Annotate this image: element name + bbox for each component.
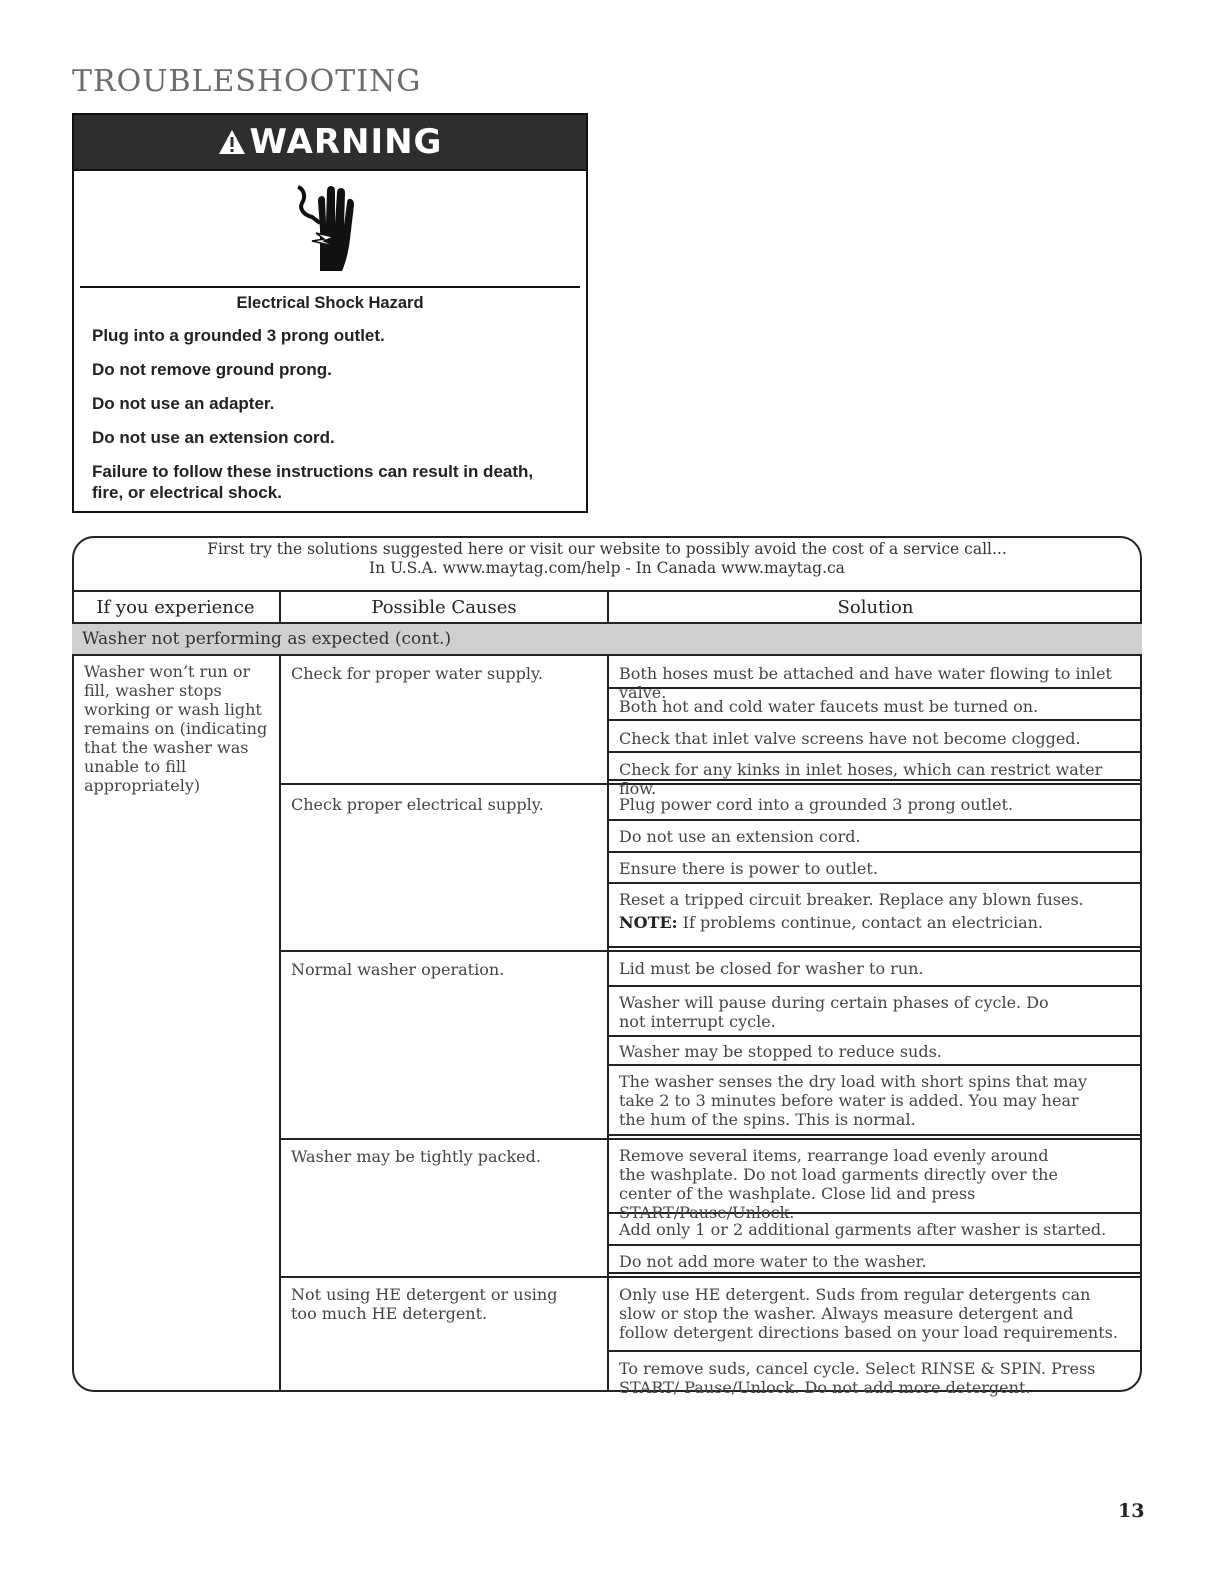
group-rule <box>279 1138 1142 1140</box>
solution-cell: The washer senses the dry load with short spins that may take 2 to 3 minutes before water is added. You may hear the hum of the spins. This is normal. <box>619 1072 1088 1129</box>
solution-cell: Washer will pause during certain phases of cycle. Do not interrupt cycle. <box>619 993 1049 1031</box>
page-title: TROUBLESHOOTING <box>72 64 422 99</box>
row-rule <box>607 719 1142 721</box>
electric-shock-hand-icon <box>290 179 370 279</box>
solution-cell: Plug power cord into a grounded 3 prong outlet. <box>619 795 1014 814</box>
cause-cell: Check for proper water supply. <box>291 664 543 683</box>
warning-triangle-icon <box>218 129 246 155</box>
row-rule <box>607 851 1142 853</box>
row-rule <box>607 1272 1142 1274</box>
group-rule <box>279 950 1142 952</box>
warning-box <box>72 113 588 513</box>
solution-cell: Ensure there is power to outlet. <box>619 859 878 878</box>
cause-cell: Not using HE detergent or using too much HE detergent. <box>291 1285 558 1323</box>
warning-line: Plug into a grounded 3 prong outlet. <box>92 326 385 345</box>
page-number: 13 <box>1118 1500 1145 1522</box>
solution-cell: Reset a tripped circuit breaker. Replace any blown fuses. <box>619 890 1084 909</box>
row-rule <box>607 751 1142 753</box>
solution-cell: Do not add more water to the washer. <box>619 1252 927 1271</box>
row-rule <box>607 946 1142 948</box>
warning-line: Do not use an extension cord. <box>92 428 335 447</box>
warning-line: Do not remove ground prong. <box>92 360 332 379</box>
solution-cell: Only use HE detergent. Suds from regular detergents can slow or stop the washer. Always measure detergent and follow detergent directions based on your load requirements. <box>619 1285 1118 1342</box>
warning-header <box>74 115 586 171</box>
solution-cell: To remove suds, cancel cycle. Select RINSE & SPIN. Press START/ Pause/Unlock. Do not add more detergent. <box>619 1359 1096 1397</box>
header-causes: Possible Causes <box>371 596 517 618</box>
hazard-title: Electrical Shock Hazard <box>236 294 424 312</box>
solution-cell: Do not use an extension cord. <box>619 827 861 846</box>
solution-cell: Check for any kinks in inlet hoses, which can restrict water flow. <box>619 760 1103 798</box>
solution-cell: Both hoses must be attached and have water flowing to inlet valve. <box>619 664 1112 702</box>
solution-cell: Add only 1 or 2 additional garments after washer is started. <box>619 1220 1107 1239</box>
solution-cell: Both hot and cold water faucets must be turned on. <box>619 697 1039 716</box>
row-rule <box>607 985 1142 987</box>
group-rule <box>279 1276 1142 1278</box>
intro-line: First try the solutions suggested here or visit our website to possibly avoid the cost of a service call... <box>207 540 1007 558</box>
table-rule <box>279 656 281 1390</box>
header-solution: Solution <box>837 596 914 618</box>
cause-cell: Normal washer operation. <box>291 960 505 979</box>
warning-icon-area <box>80 171 580 288</box>
section-bar <box>72 622 1142 656</box>
solution-note <box>619 913 1134 932</box>
row-rule <box>607 1350 1142 1352</box>
row-rule <box>607 1134 1142 1136</box>
intro-text <box>72 540 1142 578</box>
solution-cell: Washer may be stopped to reduce suds. <box>619 1042 942 1061</box>
warning-header-text: WARNING <box>249 122 443 162</box>
row-rule <box>607 1064 1142 1066</box>
row-rule <box>607 882 1142 884</box>
note-label: NOTE: <box>619 913 678 932</box>
note-text: If problems continue, contact an electrician. <box>682 913 1044 932</box>
cause-cell: Check proper electrical supply. <box>291 795 544 814</box>
section-title: Washer not performing as expected (cont.) <box>82 629 452 649</box>
intro-line: In U.S.A. www.maytag.com/help - In Canada www.maytag.ca <box>369 559 845 577</box>
cause-cell: Washer may be tightly packed. <box>291 1147 541 1166</box>
experience-cell: Washer won’t run or fill, washer stops working or wash light remains on (indicating that the washer was unable to fill appropriately) <box>84 662 268 795</box>
table-rule <box>607 656 609 1390</box>
row-rule <box>607 1035 1142 1037</box>
solution-cell: Lid must be closed for washer to run. <box>619 959 924 978</box>
row-rule <box>607 1244 1142 1246</box>
solution-cell: Check that inlet valve screens have not become clogged. <box>619 729 1081 748</box>
header-experience: If you experience <box>96 596 255 618</box>
warning-line: Failure to follow these instructions can result in death, fire, or electrical shock. <box>92 462 534 502</box>
row-rule <box>607 819 1142 821</box>
solution-cell: Remove several items, rearrange load evenly around the washplate. Do not load garments directly over the center of the washplate. Close lid and press START/Pause/Unlock. <box>619 1146 1058 1222</box>
warning-line: Do not use an adapter. <box>92 394 275 413</box>
